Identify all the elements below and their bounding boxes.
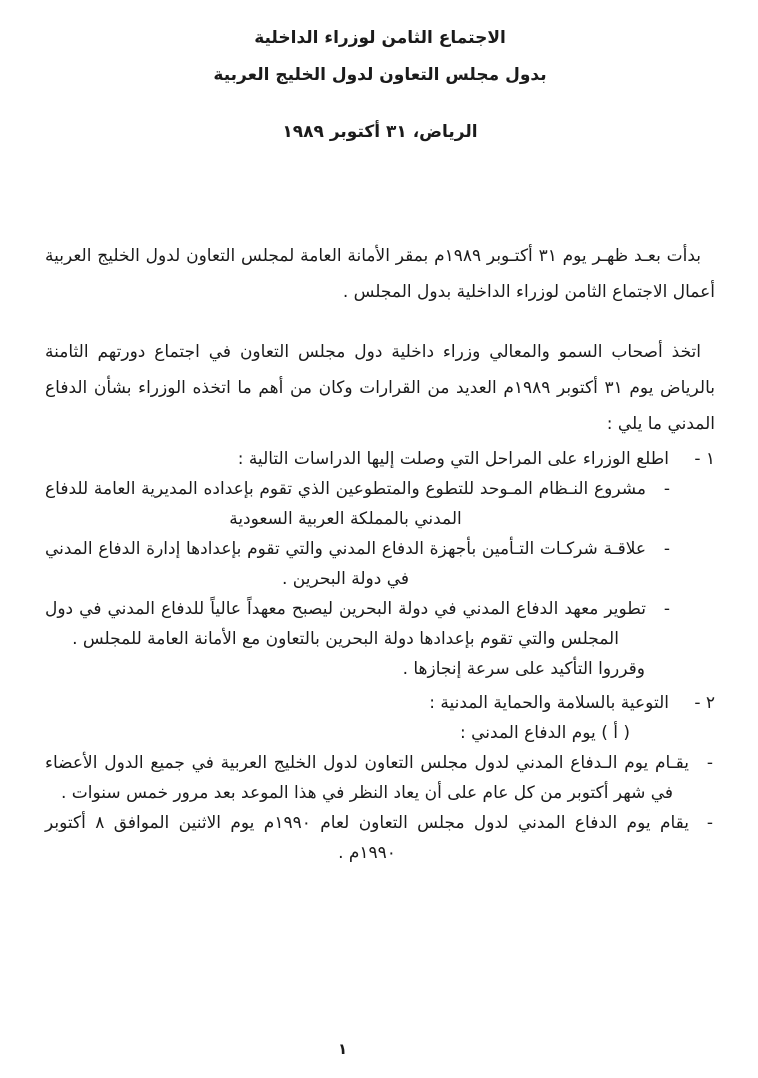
item-1-text: اطلع الوزراء على المراحل التي وصلت إليها الدراسات التالية :	[237, 449, 669, 469]
item-1-bullet-list	[45, 474, 715, 654]
dash-marker: -	[663, 479, 670, 499]
item-1-number: ١ -	[694, 449, 715, 469]
dash-marker: -	[663, 539, 670, 559]
list-item	[45, 748, 713, 808]
opening-paragraph: بدأت بعـد ظهـر يوم ٣١ أكتـوبر ١٩٨٩م بمقر الأمانة العامة لمجلس التعاون لدول الخليج العربية أعمال الاجتماع الثامن لوزراء الداخلية بدول المجلس .	[45, 246, 715, 302]
document-body	[45, 238, 715, 868]
sub-item-a-label: ( أ ) يوم الدفاع المدني :	[459, 723, 630, 743]
list-item	[45, 594, 670, 654]
item-2-number: ٢ -	[694, 693, 715, 713]
closing-note: وقرروا التأكيد على سرعة إنجازها .	[402, 659, 645, 679]
bullet-text-civil-defense-day: يقـام يوم الـدفاع المدني لدول مجلس التعاون لدول الخليج العربية في جميع الدول الأعضاء في شهر أكتوبر من كل عام على أن يعاد النظر في هذا الموعد بعد مرور خمس سنوات .	[45, 753, 689, 803]
page-number: ١	[338, 1040, 348, 1058]
list-item	[45, 474, 670, 534]
list-item	[45, 534, 670, 594]
decisions-paragraph: اتخذ أصحاب السمو والمعالي وزراء داخلية دول مجلس التعاون في اجتماع دورتهم الثامنة بالرياض يوم ٣١ أكتوبر ١٩٨٩م العديد من القرارات وكان من أهم ما اتخذه الوزراء بشأن الدفاع المدني ما يلي :	[45, 342, 715, 434]
list-item	[45, 808, 713, 868]
numbered-item-2	[45, 688, 715, 718]
item-2-text: التوعية بالسلامة والحماية المدنية :	[429, 693, 669, 713]
document-date-line: الرياض، ٣١ أكتوبر ١٩٨٩	[282, 122, 478, 142]
document-title-line2: بدول مجلس التعاون لدول الخليج العربية	[213, 65, 547, 85]
document-header	[45, 0, 715, 144]
item-2-bullet-list	[45, 748, 715, 868]
bullet-text-day-1990-date: يقام يوم الدفاع المدني لدول مجلس التعاون لعام ١٩٩٠م يوم الاثنين الموافق ٨ أكتوبر ١٩٩٠م .	[45, 813, 690, 863]
dash-marker: -	[663, 599, 670, 619]
bullet-text-volunteer-system: مشروع النـظام المـوحد للتطوع والمتطوعين الذي تقوم بإعداده المديرية العامة للدفاع المدني بالمملكة العربية السعودية	[45, 479, 646, 529]
bullet-text-institute-development: تطوير معهد الدفاع المدني في دولة البحرين ليصبح معهداً عالياً للدفاع المدني في دول المجلس والتي تقوم بإعدادها دولة البحرين بالتعاون مع الأمانة العامة للمجلس .	[45, 599, 646, 649]
dash-marker: -	[706, 753, 713, 773]
document-title-line1: الاجتماع الثامن لوزراء الداخلية	[254, 28, 506, 48]
bullet-text-insurance-relation: علاقـة شركـات التـأمين بأجهزة الدفاع المدني والتي تقوم بإعدادها إدارة الدفاع المدني في دولة البحرين .	[45, 539, 646, 589]
dash-marker: -	[706, 813, 713, 833]
numbered-item-1	[45, 444, 715, 474]
